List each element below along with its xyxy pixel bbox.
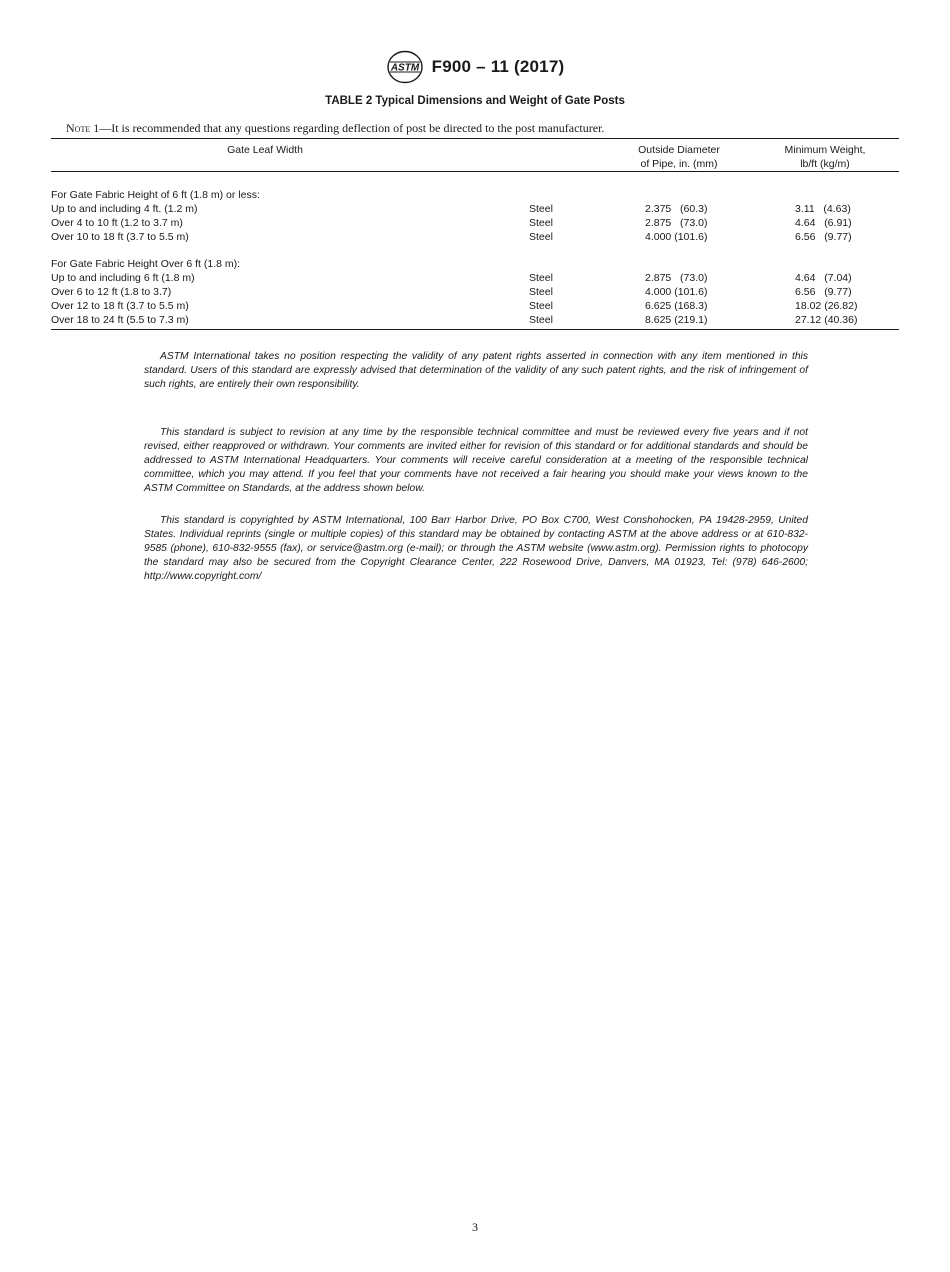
header-od-line2: of Pipe, in. (mm) xyxy=(640,158,718,170)
table-row xyxy=(51,216,899,230)
astm-logo-icon xyxy=(386,50,424,84)
astm-logo-text: ASTM xyxy=(390,62,419,74)
gate-posts-table xyxy=(51,138,899,330)
header-outside-diameter xyxy=(619,143,739,171)
cell-material: Steel xyxy=(529,314,553,326)
cell-width: Up to and including 4 ft. (1.2 m) xyxy=(51,203,198,215)
cell-diameter: 2.375 (60.3) xyxy=(645,203,708,215)
patent-text: ASTM International takes no position respecting the validity of any patent rights asserted in connection with any item mentioned in this standard. Users of this standard are expressly advised that determination of the validity of any such patent rights, and the risk of infringement of such rights, are entirely their own responsibility. xyxy=(144,351,808,390)
cell-material: Steel xyxy=(529,300,553,312)
cell-material: Steel xyxy=(529,286,553,298)
cell-diameter: 2.875 (73.0) xyxy=(645,217,708,229)
header-gate-leaf-width: Gate Leaf Width xyxy=(227,144,303,156)
copyright-text: This standard is copyrighted by ASTM International, 100 Barr Harbor Drive, PO Box C700, West Conshohocken, PA 19428-2959, United States. Individual reprints (single or multiple copies) of this standard may be obtained by contacting ASTM at the above address or at 610-832-9585 (phone), 610-832-9555 (fax), or service@astm.org (e-mail); or through the ASTM website (www.astm.org). Permission rights to photocopy the standard may also be secured from the Copyright Clearance Center, 222 Rosewood Drive, Danvers, MA 01923, Tel: (978) 646-2600; http://www.copyright.com/ xyxy=(144,515,808,582)
table-row xyxy=(51,271,899,285)
table-row xyxy=(51,313,899,327)
copyright-notice xyxy=(144,514,808,584)
header-wt-line1: Minimum Weight, xyxy=(784,144,866,156)
revision-text: This standard is subject to revision at any time by the responsible technical committee and must be reviewed every five years and if not revised, either reapproved or withdrawn. Your comments are invited either for revision of this standard or for additional standards and should be addressed to ASTM International Headquarters. Your comments will receive careful consideration at a meeting of the responsible technical committee, which you may attend. If you feel that your comments have not received a fair hearing you should make your views known to the ASTM Committee on Standards, at the address shown below. xyxy=(144,427,808,494)
header-minimum-weight xyxy=(763,143,887,171)
table-title: TABLE 2 Typical Dimensions and Weight of Gate Posts xyxy=(325,95,625,107)
group-heading: For Gate Fabric Height Over 6 ft (1.8 m): xyxy=(51,258,241,270)
cell-weight: 18.02 (26.82) xyxy=(795,300,858,312)
cell-material: Steel xyxy=(529,231,553,243)
cell-weight: 3.11 (4.63) xyxy=(795,203,851,215)
group-spacer xyxy=(51,244,899,257)
table-row xyxy=(51,299,899,313)
cell-width: Over 6 to 12 ft (1.8 to 3.7) xyxy=(51,286,172,298)
header-wt-line2: lb/ft (kg/m) xyxy=(800,158,850,170)
cell-width: Up to and including 6 ft (1.8 m) xyxy=(51,272,195,284)
table-body xyxy=(51,172,899,329)
cell-weight: 4.64 (6.91) xyxy=(795,217,852,229)
cell-weight: 6.56 (9.77) xyxy=(795,231,852,243)
table-note xyxy=(66,121,604,136)
header-od-line1: Outside Diameter xyxy=(638,144,720,156)
cell-weight: 27.12 (40.36) xyxy=(795,314,858,326)
cell-material: Steel xyxy=(529,203,553,215)
cell-diameter: 4.000 (101.6) xyxy=(645,231,708,243)
revision-notice xyxy=(144,426,808,496)
cell-width: Over 12 to 18 ft (3.7 to 5.5 m) xyxy=(51,300,189,312)
group-heading: For Gate Fabric Height of 6 ft (1.8 m) or less: xyxy=(51,189,260,201)
page-number: 3 xyxy=(472,1220,478,1234)
cell-diameter: 6.625 (168.3) xyxy=(645,300,708,312)
cell-width: Over 4 to 10 ft (1.2 to 3.7 m) xyxy=(51,217,183,229)
note-text: —It is recommended that any questions regarding deflection of post be directed to the post manufacturer. xyxy=(99,121,605,135)
document-header xyxy=(0,50,950,89)
cell-width: Over 10 to 18 ft (3.7 to 5.5 m) xyxy=(51,231,189,243)
cell-weight: 4.64 (7.04) xyxy=(795,272,852,284)
cell-weight: 6.56 (9.77) xyxy=(795,286,852,298)
cell-material: Steel xyxy=(529,217,553,229)
note-label: Note 1 xyxy=(66,121,100,135)
cell-width: Over 18 to 24 ft (5.5 to 7.3 m) xyxy=(51,314,189,326)
cell-diameter: 8.625 (219.1) xyxy=(645,314,708,326)
table-bottom-rule xyxy=(51,329,899,330)
table-row xyxy=(51,202,899,216)
patent-disclaimer xyxy=(144,350,808,392)
cell-material: Steel xyxy=(529,272,553,284)
cell-diameter: 4.000 (101.6) xyxy=(645,286,708,298)
table-row xyxy=(51,230,899,244)
table-row xyxy=(51,285,899,299)
group-heading-row xyxy=(51,257,899,271)
standard-designation: F900 – 11 (2017) xyxy=(431,57,565,76)
table-header xyxy=(51,139,899,171)
cell-diameter: 2.875 (73.0) xyxy=(645,272,708,284)
group-heading-row xyxy=(51,188,899,202)
